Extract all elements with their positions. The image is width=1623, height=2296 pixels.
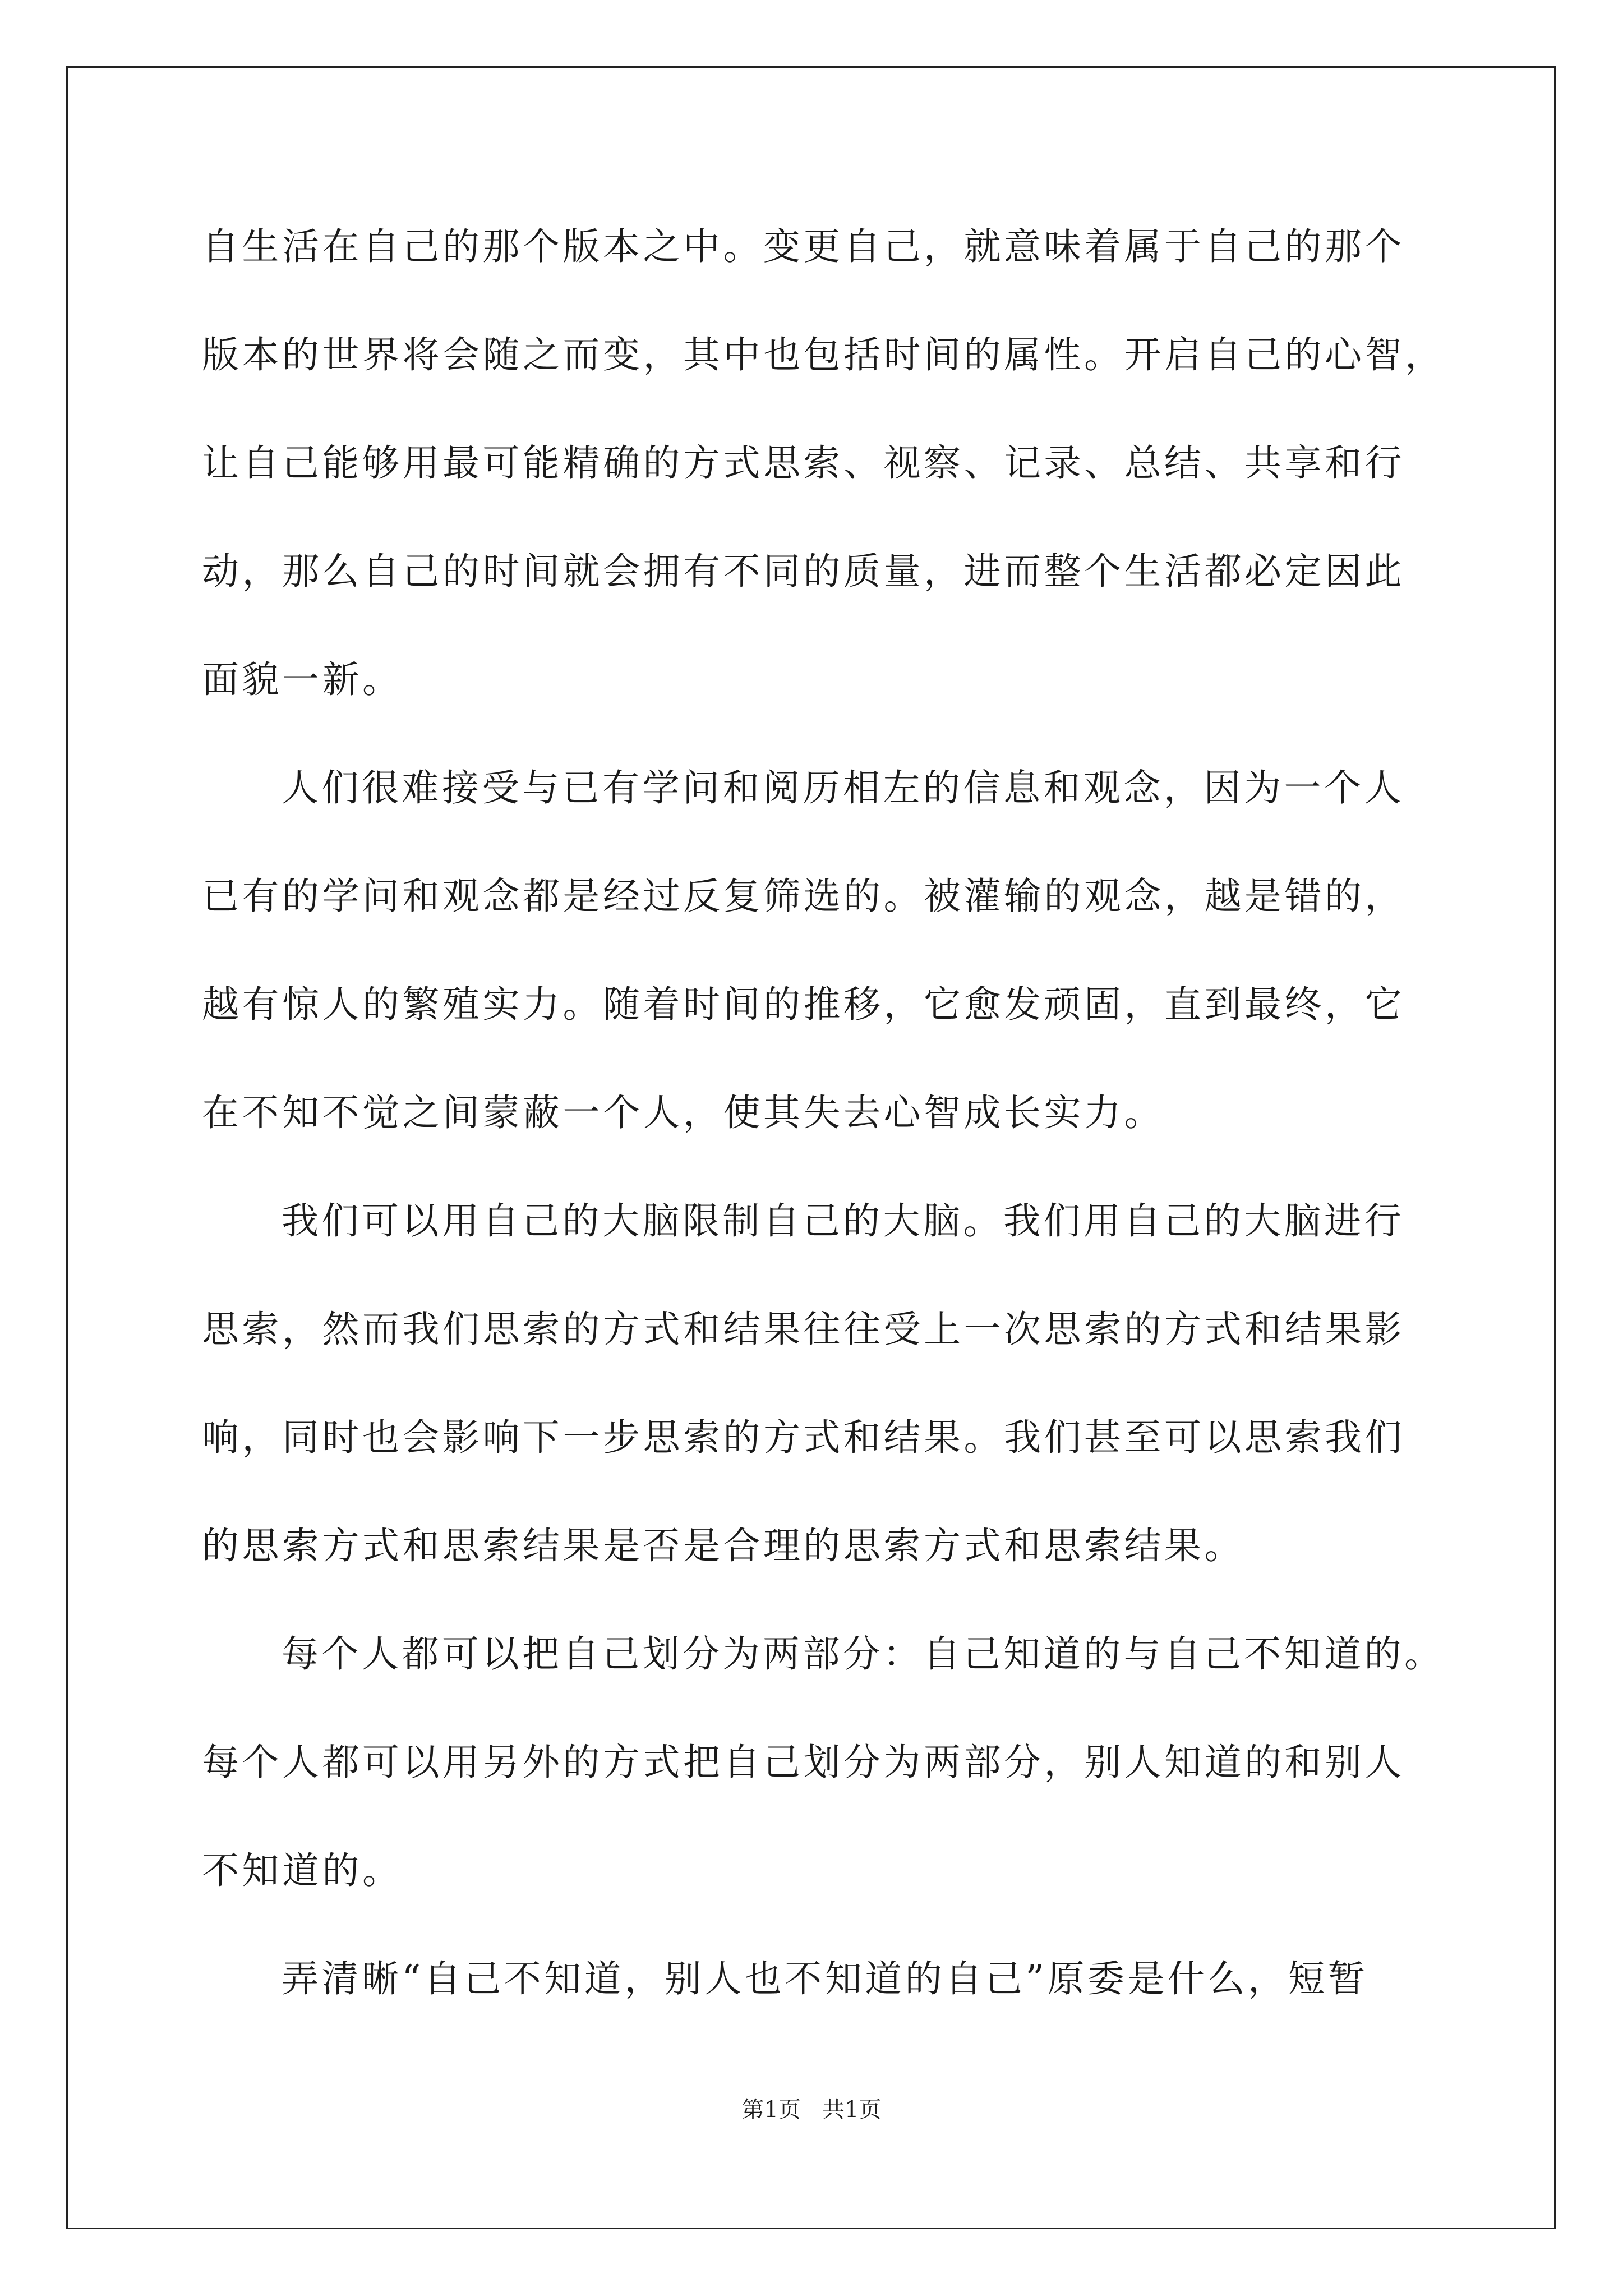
paragraph-start-line: 我们可以用自己的大脑限制自己的大脑。我们用自己的大脑进行 [282,1199,1404,1243]
text-line: 越有惊人的繁殖实力。随着时间的推移，它愈发顽固，直到最终，它 [202,983,1405,1026]
document-body [202,213,1445,2054]
text-line: 不知道的。 [202,1849,403,1892]
page-footer: 第1页 共1页 [741,2097,882,2123]
text-line: 让自己能够用最可能精确的方式思索、视察、记录、总结、共享和行 [202,441,1405,485]
text-line: 动，那么自己的时间就会拥有不同的质量，进而整个生活都必定因此 [202,550,1405,593]
text-line: 面貌一新。 [202,658,403,701]
text-line: 自生活在自己的那个版本之中。变更自己，就意味着属于自己的那个 [202,225,1405,268]
text-line: 已有的学问和观念都是经过反复筛选的。被灌输的观念，越是错的， [202,875,1405,918]
text-line: 响，同时也会影响下一步思索的方式和结果。我们甚至可以思索我们 [202,1416,1405,1459]
text-line: 每个人都可以用另外的方式把自己划分为两部分，别人知道的和别人 [202,1741,1405,1784]
text-line: 思索，然而我们思索的方式和结果往往受上一次思索的方式和结果影 [202,1308,1405,1351]
text-line: 的思索方式和思索结果是否是合理的思索方式和思索结果。 [202,1524,1244,1567]
paragraph-start-line: 每个人都可以把自己划分为两部分：自己知道的与自己不知道的。 [282,1632,1445,1676]
text-line: 版本的世界将会随之而变，其中也包括时间的属性。开启自己的心智， [202,333,1445,376]
paragraph-start-line: 人们很难接受与已有学问和阅历相左的信息和观念，因为一个人 [282,766,1404,809]
text-line: 在不知不觉之间蒙蔽一个人，使其失去心智成长实力。 [202,1091,1164,1134]
paragraph-start-line: 弄清晰“自己不知道，别人也不知道的自己”原委是什么，短暂 [282,1957,1368,2000]
